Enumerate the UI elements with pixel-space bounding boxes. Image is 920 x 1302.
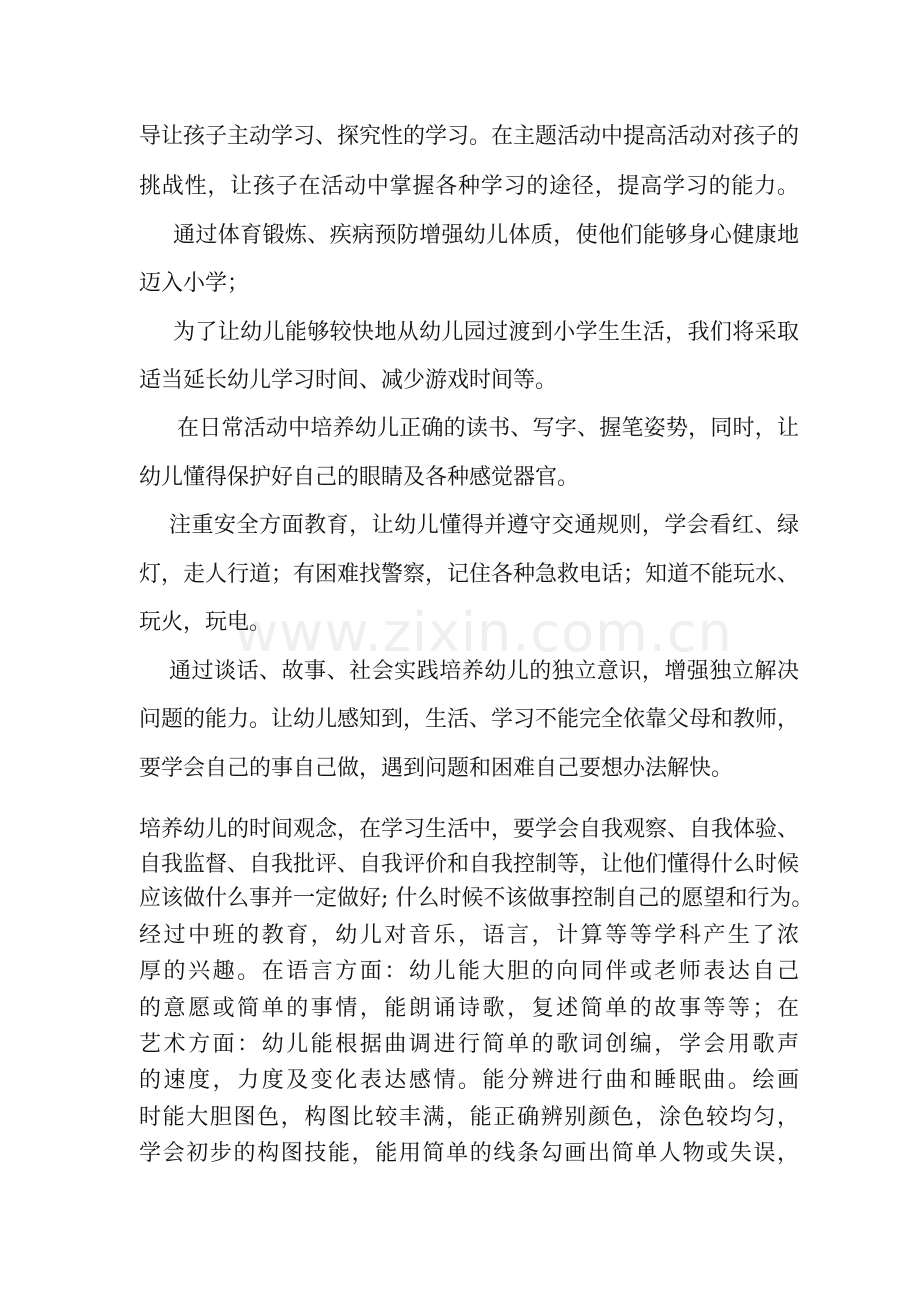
paragraph-line-8: 幼儿懂得保护好自己的眼睛及各种感觉器官。 [139, 465, 580, 490]
paragraph-line-4: 迈入小学； [139, 271, 250, 296]
paragraph-line-7: 在日常活动中培养幼儿正确的读书、写字、握笔姿势，同时，让 [177, 416, 799, 441]
paragraph-line-17: 应该做什么事并一定做好; 什么时候不该做事控制自己的愿望和行为。 [139, 886, 814, 911]
paragraph-line-14: 要学会自己的事自己做，遇到问题和困难自己要想办法解快。 [139, 756, 734, 781]
watermark-text: www.zixin.com.cn [234, 601, 733, 664]
paragraph-line-24: 学会初步的构图技能，能用简单的线条勾画出简单人物或失误， [139, 1141, 799, 1166]
paragraph-line-20: 的意愿或简单的事情，能朗诵诗歌，复述简单的故事等等；在 [139, 996, 799, 1021]
paragraph-line-13: 问题的能力。让幼儿感知到，生活、学习不能完全依靠父母和教师， [139, 707, 800, 732]
paragraph-line-9: 注重安全方面教育，让幼儿懂得并遵守交通规则，学会看红、绿 [169, 513, 799, 538]
paragraph-line-19: 厚的兴趣。在语言方面：幼儿能大胆的向同伴或老师表达自己 [139, 959, 799, 984]
paragraph-line-21: 艺术方面：幼儿能根据曲调进行简单的歌词创编，学会用歌声 [139, 1032, 799, 1057]
paragraph-line-23: 时能大胆图色，构图比较丰满，能正确辨别颜色，涂色较均匀， [139, 1105, 799, 1130]
paragraph-line-6: 适当延长幼儿学习时间、减少游戏时间等。 [139, 368, 558, 393]
paragraph-line-5: 为了让幼儿能够较快地从幼儿园过渡到小学生生活，我们将采取 [173, 320, 799, 345]
paragraph-line-15: 培养幼儿的时间观念，在学习生活中，要学会自我观察、自我体验、 [139, 817, 800, 842]
paragraph-line-16: 自我监督、自我批评、自我评价和自我控制等，让他们懂得什么时候 [139, 852, 800, 877]
paragraph-line-22: 的速度，力度及变化表达感情。能分辨进行曲和睡眠曲。绘画 [139, 1068, 799, 1093]
paragraph-line-18: 经过中班的教育，幼儿对音乐，语言，计算等等学科产生了浓 [139, 923, 799, 948]
paragraph-line-11: 玩火，玩电。 [139, 610, 272, 635]
paragraph-line-3: 通过体育锻炼、疾病预防增强幼儿体质，使他们能够身心健康地 [173, 223, 799, 248]
paragraph-line-10: 灯，走人行道；有困难找警察，记住各种急救电话；知道不能玩水、 [139, 562, 800, 587]
paragraph-line-2: 挑战性，让孩子在活动中掌握各种学习的途径，提高学习的能力。 [139, 174, 799, 199]
paragraph-line-12: 通过谈话、故事、社会实践培养幼儿的独立意识，增强独立解决 [169, 659, 799, 684]
paragraph-line-1: 导让孩子主动学习、探究性的学习。在主题活动中提高活动对孩子的 [139, 124, 800, 149]
